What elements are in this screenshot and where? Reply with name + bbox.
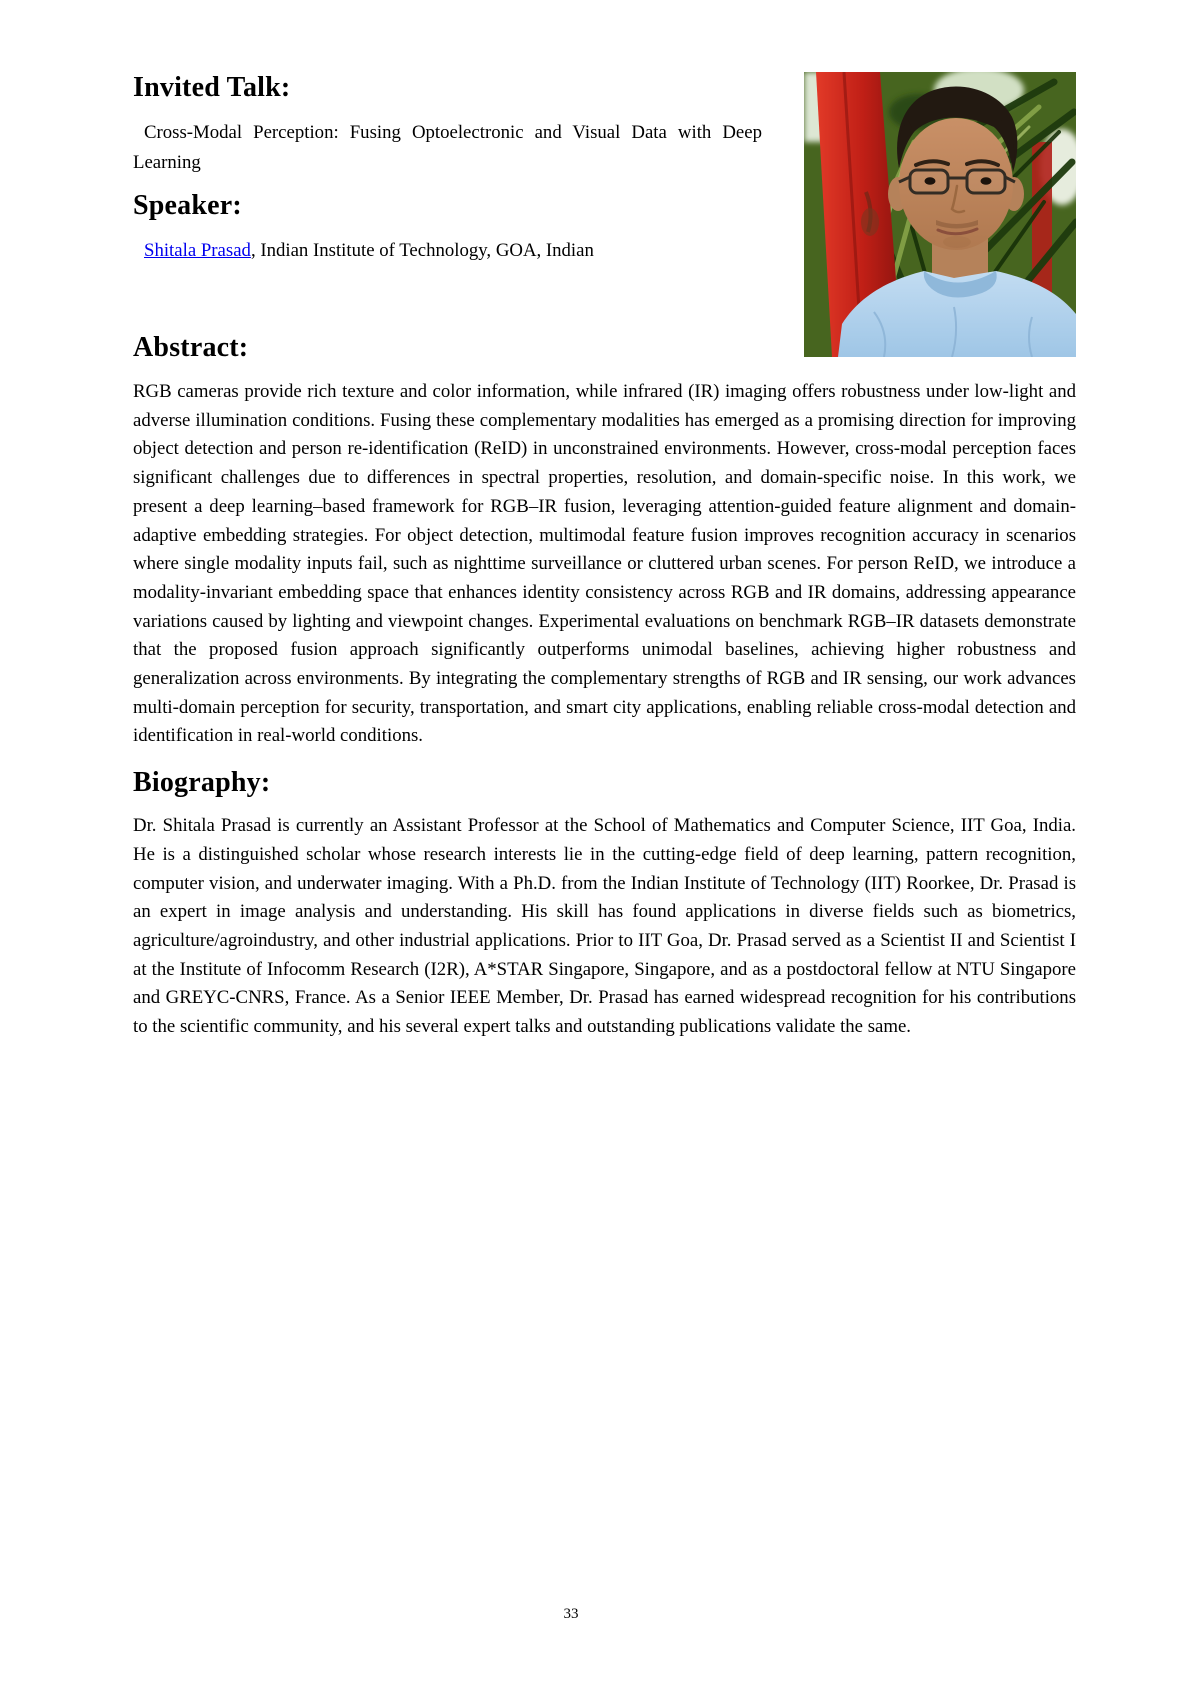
page-content bbox=[133, 72, 1076, 1042]
speaker-affiliation: , Indian Institute of Technology, GOA, Indian bbox=[250, 240, 594, 261]
biography-heading: Biography: bbox=[133, 767, 271, 799]
talk-title: Cross-Modal Perception: Fusing Optoelectronic and Visual Data with Deep Learning bbox=[133, 122, 762, 173]
abstract-heading: Abstract: bbox=[133, 332, 249, 363]
biography-text: Dr. Shitala Prasad is currently an Assistant Professor at the School of Mathematics and Computer Science, IIT Goa, India. He is a distinguished scholar whose research interests lie in the cutting-edge field of deep learning, pattern recognition, computer vision, and underwater imaging. With a Ph.D. from the Indian Institute of Technology (IIT) Roorkee, Dr. Prasad is an expert in image analysis and understanding. His skill has found applications in diverse fields such as biometrics, agriculture/agroindustry, and other industrial applications. Prior to IIT Goa, Dr. Prasad served as a Scientist II and Scientist I at the Institute of Infocomm Research (I2R), A*STAR Singapore, Singapore, and as a postdoctoral fellow at NTU Singapore and GREYC-CNRS, France. As a Senior IEEE Member, Dr. Prasad has earned widespread recognition for his contributions to the scientific community, and his several expert talks and outstanding publications validate the same. bbox=[133, 815, 1076, 1038]
page-number: 33 bbox=[563, 1606, 579, 1622]
speaker-photo-image bbox=[804, 72, 1076, 357]
invited-talk-heading: Invited Talk: bbox=[133, 72, 291, 103]
speaker-heading: Speaker: bbox=[133, 190, 242, 221]
abstract-text: RGB cameras provide rich texture and color information, while infrared (IR) imaging offers robustness under low-light and adverse illumination conditions. Fusing these complementary modalities has emerged as a promising direction for improving object detection and person re-identification (ReID) in unconstrained environments. However, cross-modal perception faces significant challenges due to differences in spectral properties, resolution, and domain-specific noise. In this work, we present a deep learning–based framework for RGB–IR fusion, leveraging attention-guided feature alignment and domain-adaptive embedding strategies. For object detection, multimodal feature fusion improves recognition accuracy in scenarios where single modality inputs fail, such as nighttime surveillance or cluttered urban scenes. For person ReID, we introduce a modality-invariant embedding space that enhances identity consistency across RGB and IR domains, addressing appearance variations caused by lighting and viewpoint changes. Experimental evaluations on benchmark RGB–IR datasets demonstrate that the proposed fusion approach significantly outperforms unimodal baselines, achieving higher robustness and generalization across environments. By integrating the complementary strengths of RGB and IR sensing, our work advances multi-domain perception for security, transportation, and smart city applications, enabling reliable cross-modal detection and identification in real-world conditions. bbox=[133, 381, 1076, 747]
speaker-photo bbox=[804, 72, 1076, 357]
speaker-name-link[interactable]: Shitala Prasad bbox=[144, 240, 251, 261]
